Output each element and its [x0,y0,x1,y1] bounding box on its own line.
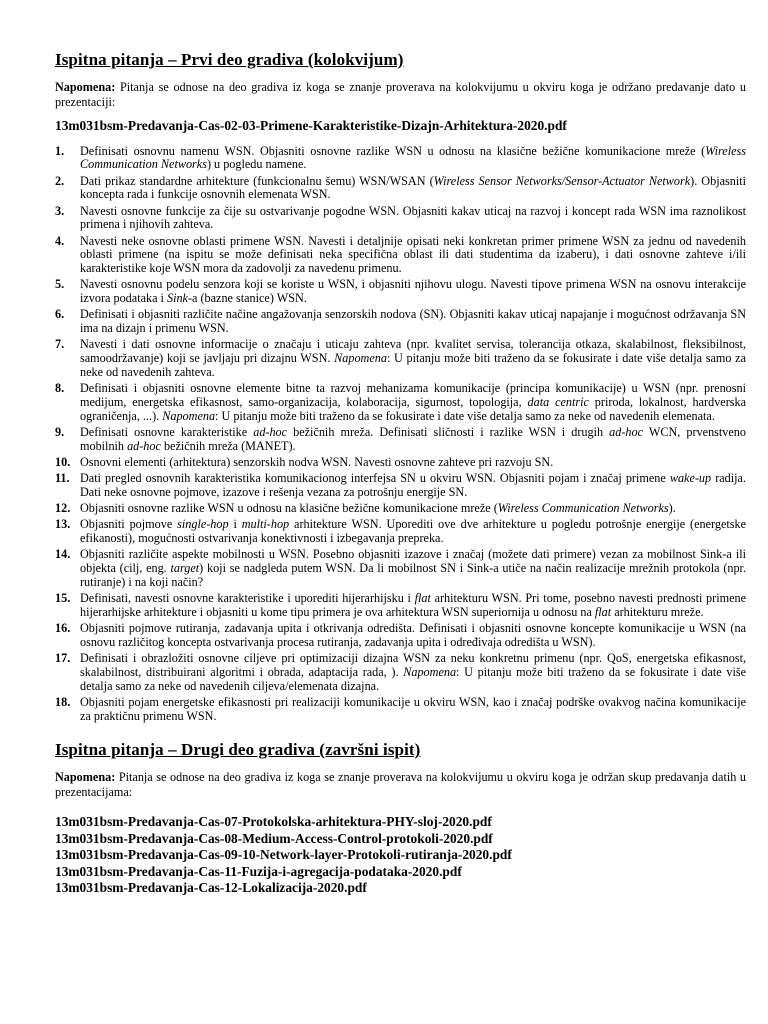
question-item [55,308,746,336]
question-item [55,548,746,590]
question-item [55,426,746,454]
part2-note-label: Napomena: [55,770,116,785]
question-text-run: Definisati i obrazložiti osnovne ciljeve pri optimizaciji dizajna WSN za neku konkretnu primenu (npr. QoS, energetska efikasnost, skalabilnost, distribuirani algoritmi i obrada, adaptacija rada, ). [80,651,746,680]
question-text-run: Objasniti osnovne razlike WSN u odnosu na klasične bežične komunikacione mreže ( [80,501,498,516]
part2-file: 13m031bsm-Predavanja-Cas-11-Fuzija-i-agregacija-podataka-2020.pdf [55,863,462,879]
question-text-run: ) u pogledu namene. [206,157,307,172]
question-text [80,307,746,335]
part2-file-list [55,814,746,897]
question-item [55,145,746,173]
part1-heading: Ispitna pitanja – Prvi deo gradiva (kolokvijum) [55,50,404,69]
question-text-run: arhitekturu mreže. [611,605,704,620]
question-item [55,696,746,724]
question-text-italic: Wireless Communication Networks [497,501,669,516]
question-text-italic: flat [414,591,431,606]
question-text [80,471,746,499]
part1-note-label: Napomena: [55,80,116,94]
question-text-run: i [228,517,242,532]
question-text-run: Navesti i dati osnovne informacije o značaju i uticaju zahteva (npr. kvalitet servisa, tolerancija otkaza, skalabilnost, fleksibilnost, samoodržavanje) koji se javljaju pri dizajnu WSN. [80,337,746,366]
question-text-run: Definisati, navesti osnovne karakteristike i uporediti hijerarhijsku i [80,591,415,606]
question-number: 7. [55,337,65,352]
question-text-run: bežičnih mreža. Definisati sličnosti i razlike WSN i drugih [287,425,610,440]
question-item [55,622,746,650]
part2-note-text: Pitanja se odnose na deo gradiva iz koga se znanje proverava na kolokvijumu u okviru koga je održan skup predavanja datih u prezentacijama: [55,770,746,800]
question-number: 2. [55,173,65,188]
question-text-italic: Sink [166,291,188,306]
part2-heading: Ispitna pitanja – Drugi deo gradiva (završni ispit) [55,740,421,760]
question-text-italic: single-hop [177,517,229,532]
question-item [55,518,746,546]
question-text-italic: wake-up [669,471,712,486]
question-number: 5. [55,277,65,292]
question-text-run: priroda, lokalnost, hardverska ograničenja, ...). [80,395,746,424]
question-text [80,337,746,379]
part1-note [55,80,746,110]
part2-file: 13m031bsm-Predavanja-Cas-09-10-Network-layer-Protokoli-rutiranja-2020.pdf [55,847,512,863]
question-item [55,235,746,277]
question-text-run: Navesti neke osnovne oblasti primene WSN. Navesti i detaljnije opisati neki konkretan primer primene WSN za jednu od navedenih oblasti primene (na ispitu se može definisati neka specifična oblast ili dati studentima da izaberu), i dati osnovne zahteve i/ili karakteristike koje WSN mora da zadovolji za navedenu primenu. [80,233,746,276]
question-number: 8. [55,381,65,396]
question-text-run: WCN, prvenstveno mobilnih [80,425,746,454]
question-text [80,591,746,619]
question-text-italic: Wireless Communication Networks [80,143,746,172]
question-text-italic: flat [594,605,612,620]
question-item [55,472,746,500]
part1-file: 13m031bsm-Predavanja-Cas-02-03-Primene-Karakteristike-Dizajn-Arhitektura-2020.pdf [55,118,567,133]
part2-section [55,740,746,897]
question-item [55,456,746,470]
question-text-italic: multi-hop [241,517,290,532]
question-number: 3. [55,203,65,218]
question-text-run: Dati prikaz standardne arhitekture (funkcionalnu šemu) WSN/WSAN ( [80,173,434,188]
part2-file: 13m031bsm-Predavanja-Cas-12-Lokalizacija-2020.pdf [55,880,367,896]
question-text-run: bežičnih mreža (MANET). [160,439,296,454]
question-number: 1. [55,143,65,158]
question-text [80,455,553,469]
question-text [80,517,746,545]
part1-section [55,50,746,724]
question-item [55,205,746,233]
question-text [80,277,746,305]
question-text-italic: Wireless Sensor Networks/Sensor-Actuator Network [433,173,691,188]
question-text-run: : U pitanju može biti traženo da se fokusirate i date više detalja samo za neke od navedenih ciljeva/elemenata dizajna. [80,665,746,694]
question-text-run: ) koji se nadgleda putem WSN. Da li mobilnost SN i Sink-a utiče na način realizacije mrežnih protokola (npr. rutiranje) i na koji način? [80,561,746,590]
question-text-run: Definisati osnovne karakteristike [80,425,254,440]
question-list [55,145,746,725]
question-item [55,382,746,424]
question-item [55,338,746,380]
question-text [80,695,746,723]
question-text-run: Definisati i objasniti različite načine angažovanja senzorskih nodova (SN). Objasniti kakav uticaj napajanje i mogućnost održavanja SN ima na dizajn i primenu WSN. [80,307,746,336]
question-number: 4. [55,233,65,248]
question-number: 10. [55,455,71,470]
question-text-italic: Napomena [403,665,457,680]
question-number: 18. [55,695,71,710]
question-text-run: Objasniti pojam energetske efikasnosti pri realizaciji komunikacije u okviru WSN, kao i značaj podrške ovakvog načina komunikacije za praktičnu primenu WSN. [80,695,746,724]
question-text-run: arhitekturu WSN. Pri tome, posebno navesti prednosti primene hijerarhijske arhitekture i objasniti u kome tipu primera je ova arhitektura WSN superiornija u odnosu na [80,591,746,620]
question-item [55,278,746,306]
question-number: 6. [55,307,65,322]
question-text [80,144,746,172]
question-text-run: Navesti osnovnu podelu senzora koji se koriste u WSN, i objasniti njihovu ulogu. Navesti tipove primena WSN na osnovu interakcije izvora podataka i [80,277,746,306]
question-number: 12. [55,501,71,516]
part2-file: 13m031bsm-Predavanja-Cas-08-Medium-Access-Control-protokoli-2020.pdf [55,830,493,846]
question-text-italic: Napomena [334,351,387,366]
question-text-italic: Napomena [162,409,216,424]
question-number: 15. [55,591,71,606]
question-text [80,621,746,649]
question-text-run: arhitekture WSN. Uporediti ove dve arhitekture u pogledu potrošnje energije (energetske efikanosti), mogućnosti ostvarivanja konektivnosti i izbegavanja prepreka. [80,517,746,546]
question-text [80,234,746,276]
question-text-italic: ad-hoc [127,439,161,454]
question-text [80,651,746,693]
question-text-run: Definisati osnovnu namenu WSN. Objasniti osnovne razlike WSN u odnosu na klasične bežične komunikacione mreže ( [80,143,706,158]
part1-note-text: Pitanja se odnose na deo gradiva iz koga se znanje proverava na kolokvijumu u okviru koga je održano predavanje dato u prezentaciji: [55,80,746,109]
question-text [80,501,676,515]
question-number: 14. [55,547,71,562]
question-number: 17. [55,651,71,666]
question-item [55,175,746,203]
question-item [55,592,746,620]
question-text-run: ). [668,501,676,516]
question-text-italic: ad-hoc [253,425,288,440]
question-text [80,425,746,453]
question-text-run: Objasniti pojmove [80,517,178,532]
question-text [80,204,746,232]
question-text-run: : U pitanju može biti traženo da se fokusirate i date više detalja samo za neke od navedenih elemenata. [215,409,715,424]
question-number: 13. [55,517,71,532]
question-text-run: -a (bazne stanice) WSN. [187,291,307,306]
question-text-italic: data centric [527,395,589,410]
question-text-run: Objasniti različite aspekte mobilnosti u WSN. Posebno objasniti izazove i značaj (možete dati primere) vezan za mobilnost Sink-a ili objekta (cilj, eng. [80,547,746,576]
question-text-run: : U pitanju može biti traženo da se fokusirate i date više detalja samo za neke od navedenih zahteva. [80,351,746,380]
question-text [80,547,746,589]
question-text [80,174,746,202]
question-item [55,652,746,694]
question-text-run: Dati pregled osnovnih karakteristika komunikacionog interfejsa SN u okviru WSN. Objasniti pojam i značaj primene [80,471,670,486]
question-number: 9. [55,425,65,440]
part2-file: 13m031bsm-Predavanja-Cas-07-Protokolska-arhitektura-PHY-sloj-2020.pdf [55,814,492,830]
question-text-run: Definisati i objasniti osnovne elemente bitne ta razvoj mehanizama komunikacije (principa komunikacije) u WSN (npr. prenosni medijum, energetska efikasnost, samo-organizacija, kolaboracija, sigurnost, topologija, [80,381,746,410]
question-text-run: Osnovni elementi (arhitektura) senzorskih nodva WSN. Navesti osnovne zahteve pri razvoju SN. [80,455,554,470]
question-number: 16. [55,621,71,636]
question-text-italic: ad-hoc [609,425,644,440]
question-text-run: Navesti osnovne funkcije za čije su ostvarivanje pogodne WSN. Objasniti kakav uticaj na razvoj i koncept rada WSN ima raznolikost primena i njihovih zahteva. [80,203,746,232]
question-text-run: ). Objasniti koncepta rada i funkcije osnovnih elemenata WSN. [80,173,746,202]
question-text-run: Objasniti pojmove rutiranja, zadavanja upita i otkrivanja odredišta. Definisati i objasniti osnovne koncepte komunikacije u WSN (na osnovu različitog koncepta ostvarivanja procesa rutiranja, zadavanja upita i određivaja odredišta u WSN). [80,621,746,650]
question-item [55,502,746,516]
part2-note [55,770,746,800]
question-text [80,381,746,423]
question-text-run: radija. Dati neke osnovne pojmove, izazove i rešenja vezana za potrošnju energije SN. [80,471,746,500]
question-text-italic: target [170,561,200,576]
question-number: 11. [55,471,70,486]
